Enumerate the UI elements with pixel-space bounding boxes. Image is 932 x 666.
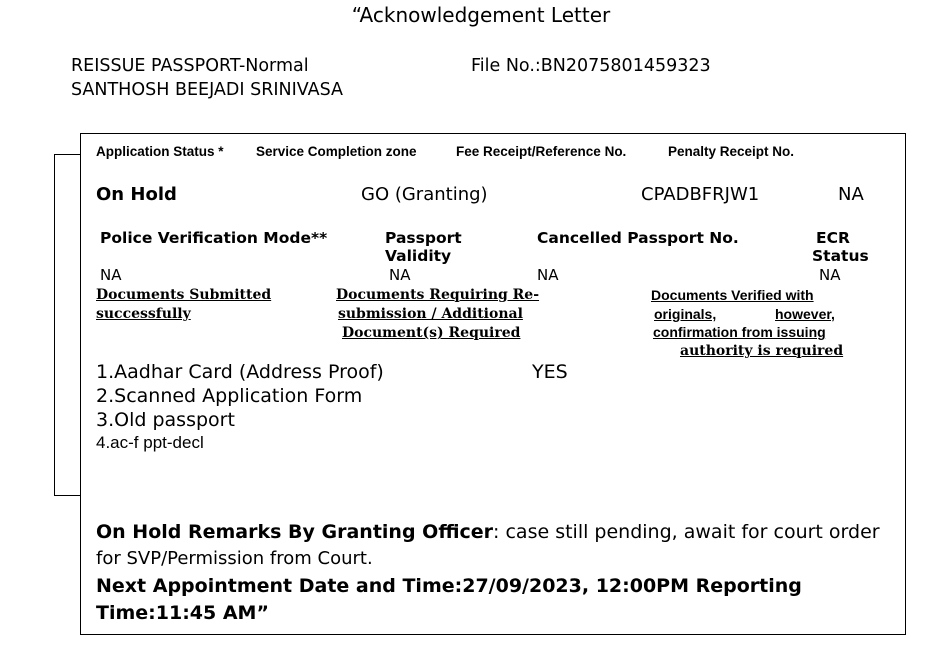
header-documents-resubmission-line2: submission / Additional: [338, 306, 523, 322]
header-documents-resubmission-line1: Documents Requiring Re-: [336, 287, 540, 303]
header-ecr-status-line2: Status: [812, 247, 869, 265]
header-documents-submitted-line2: successfully: [96, 306, 191, 322]
header-documents-resubmission-line3: Document(s) Required: [342, 325, 521, 341]
cancelled-passport-value: NA: [537, 266, 559, 284]
penalty-receipt-value: NA: [838, 184, 864, 205]
header-passport-validity-line2: Validity: [385, 247, 452, 265]
header-police-verification-mode: Police Verification Mode**: [100, 229, 328, 247]
next-appointment-line2: Time:11:45 AM”: [96, 602, 269, 624]
document-verified-value: YES: [532, 361, 568, 383]
remarks-line1: [96, 519, 880, 546]
header-documents-verified-line3: confirmation from issuing: [653, 324, 826, 340]
header-service-completion-zone: Service Completion zone: [256, 144, 417, 159]
fee-receipt-value: CPADBFRJW1: [641, 184, 760, 205]
service-completion-zone-value: GO (Granting): [361, 184, 488, 205]
header-application-status: Application Status *: [96, 144, 224, 159]
header-documents-verified-line2a: originals,: [654, 306, 717, 322]
applicant-name: SANTHOSH BEEJADI SRINIVASA: [71, 80, 344, 100]
police-verification-mode-value: NA: [100, 266, 122, 284]
side-bracket: [54, 154, 81, 496]
header-documents-verified-line4: authority is required: [680, 343, 844, 359]
document-item-4: 4.ac-f ppt-decl: [96, 433, 204, 452]
header-passport-validity-line1: Passport: [385, 229, 462, 247]
document-item-3: 3.Old passport: [96, 409, 235, 431]
application-status-value: On Hold: [96, 184, 177, 205]
header-penalty-receipt: Penalty Receipt No.: [668, 144, 795, 159]
remarks-label: On Hold Remarks By Granting Officer: [96, 521, 494, 543]
letter-title: “Acknowledgement Letter: [351, 3, 611, 27]
header-documents-submitted-line1: Documents Submitted: [96, 287, 272, 303]
header-documents-verified-line2b: however,: [775, 306, 835, 322]
header-fee-receipt: Fee Receipt/Reference No.: [456, 144, 627, 159]
document-item-2: 2.Scanned Application Form: [96, 385, 363, 407]
service-type: REISSUE PASSPORT-Normal: [71, 56, 309, 76]
ecr-status-value: NA: [819, 266, 841, 284]
header-cancelled-passport: Cancelled Passport No.: [537, 229, 739, 247]
header-documents-verified-line1: Documents Verified with: [651, 287, 814, 303]
remarks-text: : case still pending, await for court order: [493, 521, 880, 543]
header-ecr-status-line1: ECR: [816, 229, 850, 247]
next-appointment-line1: Next Appointment Date and Time:27/09/2023, 12:00PM Reporting: [96, 575, 802, 597]
file-number: File No.:BN2075801459323: [471, 56, 711, 76]
document-item-1: 1.Aadhar Card (Address Proof): [96, 361, 384, 383]
remarks-line2: for SVP/Permission from Court.: [96, 548, 373, 569]
passport-validity-value: NA: [389, 266, 411, 284]
